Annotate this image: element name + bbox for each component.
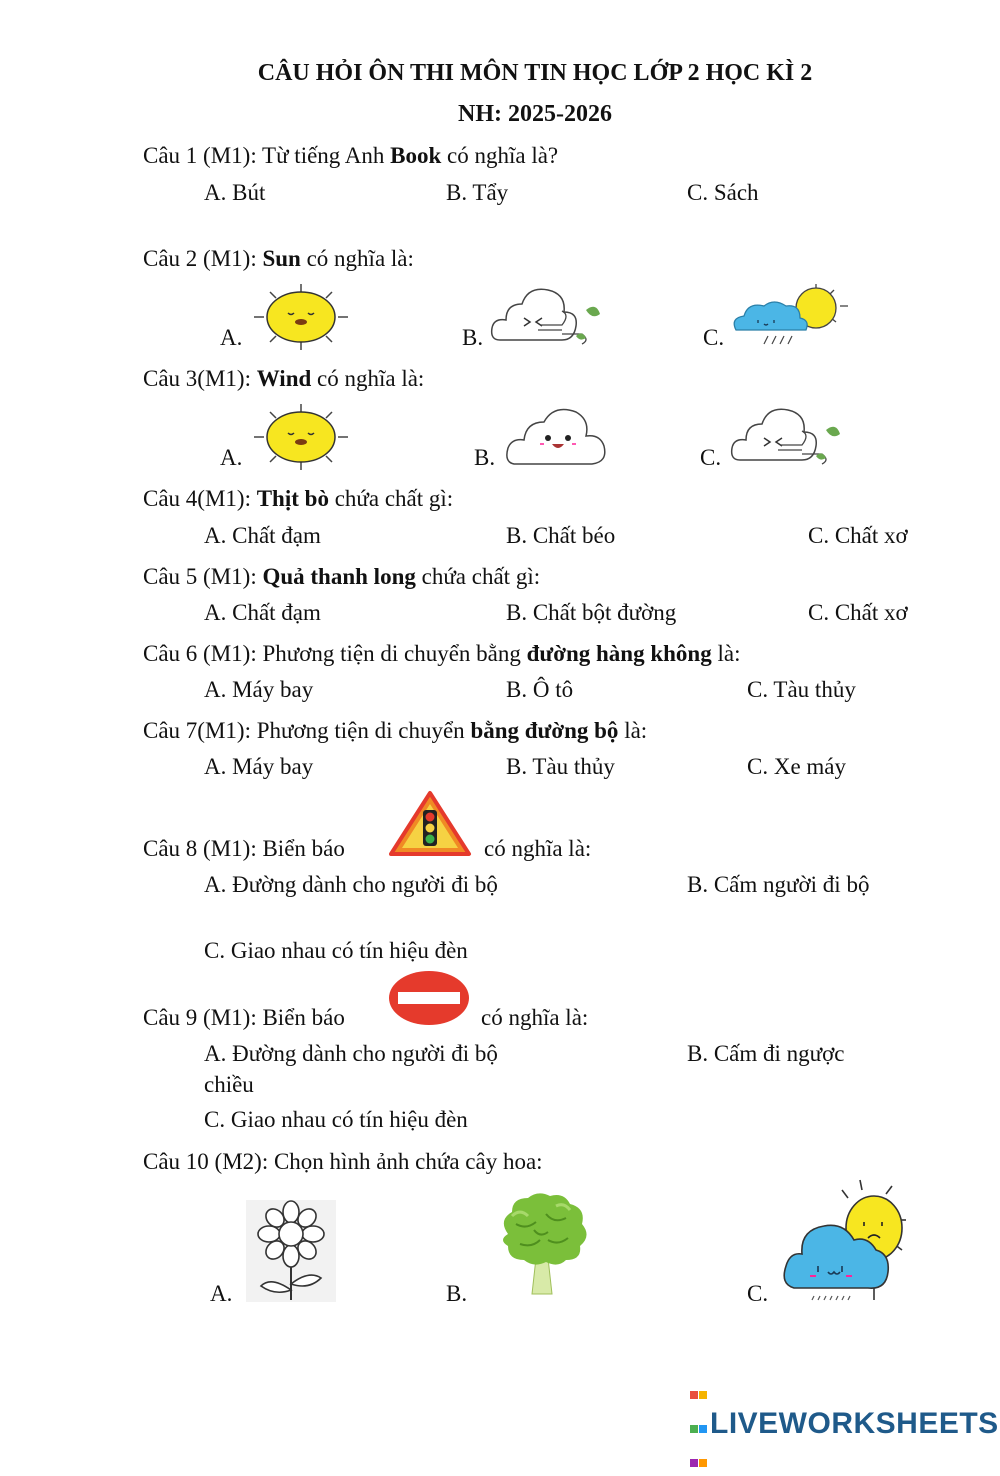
q3-option-a[interactable]: A. (220, 445, 243, 470)
question-10: Câu 10 (M2): Chọn hình ảnh chứa cây hoa: (143, 1149, 543, 1174)
q7-option-b[interactable]: B. Tàu thủy (506, 754, 615, 779)
q9-option-c[interactable]: C. Giao nhau có tín hiệu đèn (204, 1107, 468, 1132)
liveworksheets-logo[interactable]: LIVEWORKSHEETS (690, 1374, 999, 1476)
q1-option-c[interactable]: C. Sách (687, 180, 759, 205)
q8-option-b[interactable]: B. Cấm người đi bộ (687, 872, 870, 897)
q7-option-a[interactable]: A. Máy bay (204, 754, 314, 779)
q2-option-b[interactable]: B. (462, 325, 484, 350)
q1-option-b[interactable]: B. Tẩy (446, 180, 509, 205)
question-8-suffix: có nghĩa là: (484, 836, 592, 861)
sun-cloud-icon[interactable] (732, 284, 850, 350)
question-4: Câu 4(M1): Thịt bò chứa chất gì: (143, 486, 454, 511)
q5-option-b[interactable]: B. Chất bột đường (506, 600, 677, 625)
q10-option-b[interactable]: B. (446, 1281, 468, 1306)
school-year: NH: 2025-2026 (458, 101, 612, 127)
question-9: Câu 9 (M1): Biển báo (143, 1005, 345, 1030)
q9-option-b[interactable]: B. Cấm đi ngược (687, 1041, 845, 1066)
q3-option-b[interactable]: B. (474, 445, 496, 470)
q5-option-a[interactable]: A. Chất đạm (204, 600, 321, 625)
traffic-light-sign-icon (388, 790, 472, 858)
q3-option-c[interactable]: C. (700, 445, 722, 470)
question-2: Câu 2 (M1): Sun có nghĩa là: (143, 246, 414, 271)
q2-option-a[interactable]: A. (220, 325, 243, 350)
lettuce-icon[interactable] (496, 1194, 590, 1300)
q8-option-a[interactable]: A. Đường dành cho người đi bộ (204, 872, 498, 897)
q4-option-a[interactable]: A. Chất đạm (204, 523, 321, 548)
sun-icon[interactable] (252, 282, 350, 352)
page-title: CÂU HỎI ÔN THI MÔN TIN HỌC LỚP 2 HỌC KÌ 2 (257, 60, 813, 86)
q9-option-a[interactable]: A. Đường dành cho người đi bộ (204, 1041, 498, 1066)
q2-option-c[interactable]: C. (703, 325, 725, 350)
question-7: Câu 7(M1): Phương tiện di chuyển bằng đường bộ là: (143, 718, 648, 743)
q8-option-c[interactable]: C. Giao nhau có tín hiệu đèn (204, 938, 468, 963)
sun-icon[interactable] (252, 402, 350, 472)
question-5: Câu 5 (M1): Quả thanh long chứa chất gì: (143, 564, 541, 589)
q6-option-b[interactable]: B. Ô tô (506, 677, 574, 702)
q5-option-c[interactable]: C. Chất xơ (808, 600, 908, 625)
question-9-suffix: có nghĩa là: (481, 1005, 589, 1030)
question-6: Câu 6 (M1): Phương tiện di chuyển bằng đường hàng không là: (143, 641, 741, 666)
q1-option-a[interactable]: A. Bút (204, 180, 266, 205)
no-entry-sign-icon (388, 970, 470, 1026)
sun-cloud-icon[interactable] (782, 1178, 914, 1302)
q7-option-c[interactable]: C. Xe máy (747, 754, 847, 779)
q6-option-c[interactable]: C. Tàu thủy (747, 677, 856, 702)
flower-icon[interactable] (246, 1200, 336, 1302)
q9-option-b-continued: chiều (204, 1072, 254, 1097)
q4-option-c[interactable]: C. Chất xơ (808, 523, 908, 548)
cloud-icon[interactable] (504, 404, 618, 468)
wind-cloud-icon[interactable] (490, 282, 610, 348)
q10-option-c[interactable]: C. (747, 1281, 769, 1306)
q6-option-a[interactable]: A. Máy bay (204, 677, 314, 702)
q4-option-b[interactable]: B. Chất béo (506, 523, 616, 548)
liveworksheets-icon (690, 1374, 708, 1476)
q10-option-a[interactable]: A. (210, 1281, 233, 1306)
wind-cloud-icon[interactable] (730, 402, 850, 468)
question-1: Câu 1 (M1): Từ tiếng Anh Book có nghĩa là? (143, 143, 559, 168)
question-8: Câu 8 (M1): Biển báo (143, 836, 345, 861)
question-3: Câu 3(M1): Wind có nghĩa là: (143, 366, 425, 391)
